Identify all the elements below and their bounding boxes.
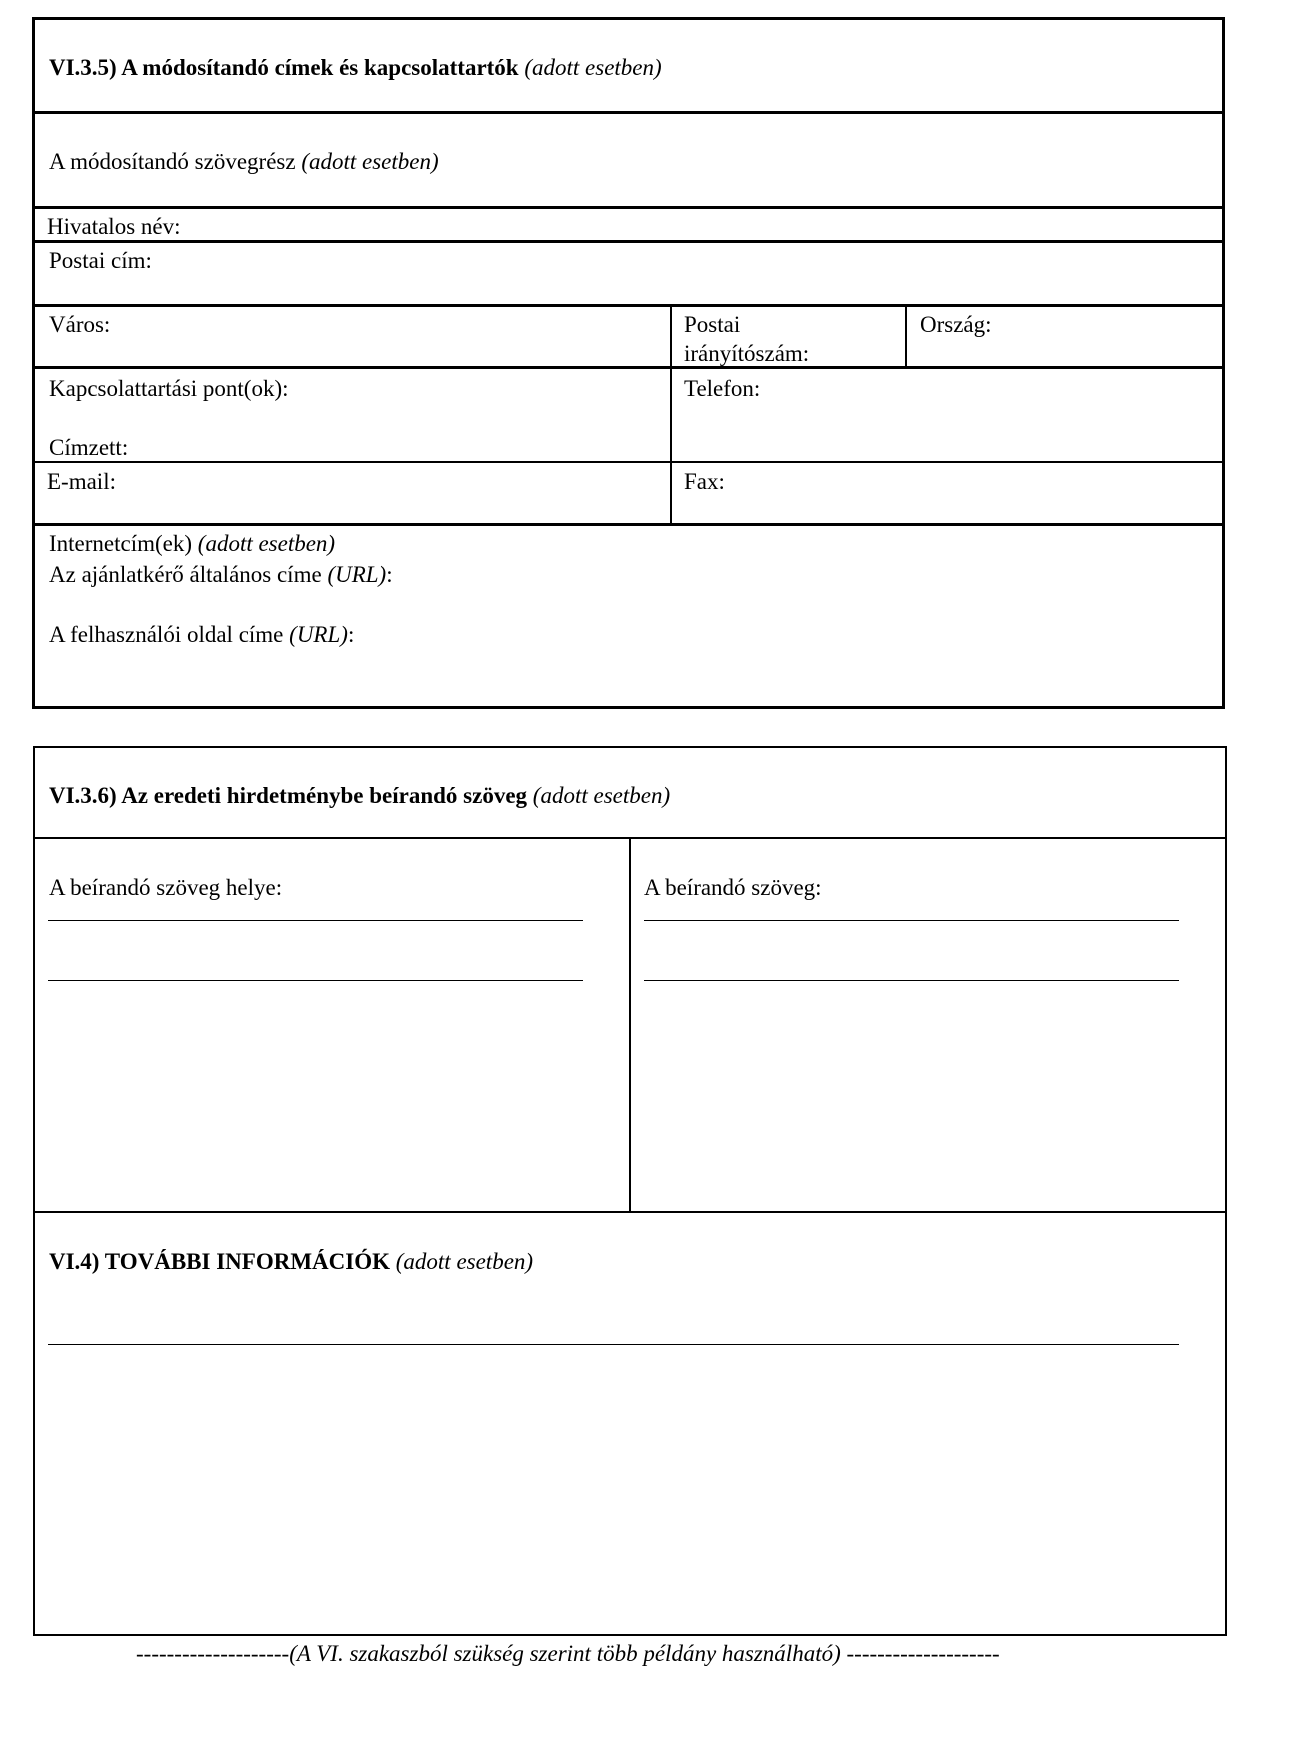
- insert-text-line[interactable]: [644, 920, 1179, 921]
- general-address-url: (URL): [327, 562, 387, 587]
- section-title-bold: VI.4) TOVÁBBI INFORMÁCIÓK: [49, 1249, 390, 1274]
- contact-points-label: Kapcsolattartási pont(ok):: [49, 376, 289, 401]
- buyer-profile-text: A felhasználói oldal címe: [49, 622, 284, 647]
- rule: [32, 304, 1225, 307]
- insert-text-label: A beírandó szöveg:: [644, 875, 822, 900]
- buyer-profile-label: [49, 621, 354, 649]
- section-title: [49, 1248, 533, 1276]
- rule: [32, 240, 1225, 243]
- attention-label: Címzett:: [49, 435, 129, 460]
- modified-text-note: (adott esetben): [301, 149, 439, 174]
- postal-code-label-line1: Postai: [684, 312, 741, 337]
- general-address-label: [49, 561, 393, 589]
- rule: [670, 304, 672, 366]
- country-label: Ország:: [920, 312, 992, 337]
- rule: [32, 111, 1225, 114]
- general-address-colon: :: [386, 562, 393, 587]
- rule: [32, 366, 1225, 369]
- rule: [32, 523, 1225, 526]
- buyer-profile-colon: :: [347, 622, 355, 647]
- section-vi-3-5: [32, 17, 1225, 709]
- phone-label: Telefon:: [684, 376, 761, 401]
- city-label: Város:: [49, 312, 111, 337]
- section-title: [49, 782, 670, 810]
- section-title-bold: VI.3.6) Az eredeti hirdetménybe beírandó szöveg: [49, 783, 528, 808]
- insert-place-line[interactable]: [48, 920, 583, 921]
- internet-text: Internetcím(ek): [49, 531, 193, 556]
- fax-label: Fax:: [684, 469, 725, 494]
- rule: [32, 206, 1225, 209]
- section-title-note: (adott esetben): [524, 55, 662, 80]
- rule: [629, 837, 631, 1212]
- section-title-note: (adott esetben): [532, 783, 671, 808]
- buyer-profile-url: (URL): [289, 622, 348, 647]
- modified-text-label: [49, 148, 439, 176]
- insert-text-line[interactable]: [644, 980, 1179, 981]
- internet-label: [49, 530, 335, 558]
- rule: [670, 366, 672, 524]
- footer-dashes: --------------------: [136, 1641, 290, 1666]
- section-title: [49, 54, 662, 82]
- rule: [905, 304, 907, 366]
- insert-place-line[interactable]: [48, 980, 583, 981]
- section-title-bold: VI.3.5) A módosítandó címek és kapcsolattartók: [49, 55, 519, 80]
- postal-code-label-line2: irányítószám:: [684, 341, 810, 366]
- general-address-text: Az ajánlatkérő általános címe: [49, 562, 322, 587]
- additional-info-line[interactable]: [48, 1344, 1179, 1345]
- footer-note: [136, 1640, 1000, 1668]
- insert-place-label: A beírandó szöveg helye:: [49, 875, 283, 900]
- postal-address-label: Postai cím:: [49, 248, 152, 273]
- footer-note-text: (A VI. szakaszból szükség szerint több példány használható): [289, 1641, 841, 1666]
- modified-text-text: A módosítandó szövegrész: [49, 149, 296, 174]
- internet-note: (adott esetben): [197, 531, 336, 556]
- footer-dashes: --------------------: [840, 1641, 1000, 1666]
- official-name-label: Hivatalos név:: [47, 214, 181, 239]
- email-label: E-mail:: [47, 469, 116, 494]
- rule: [32, 461, 1225, 463]
- section-title-note: (adott esetben): [395, 1249, 534, 1274]
